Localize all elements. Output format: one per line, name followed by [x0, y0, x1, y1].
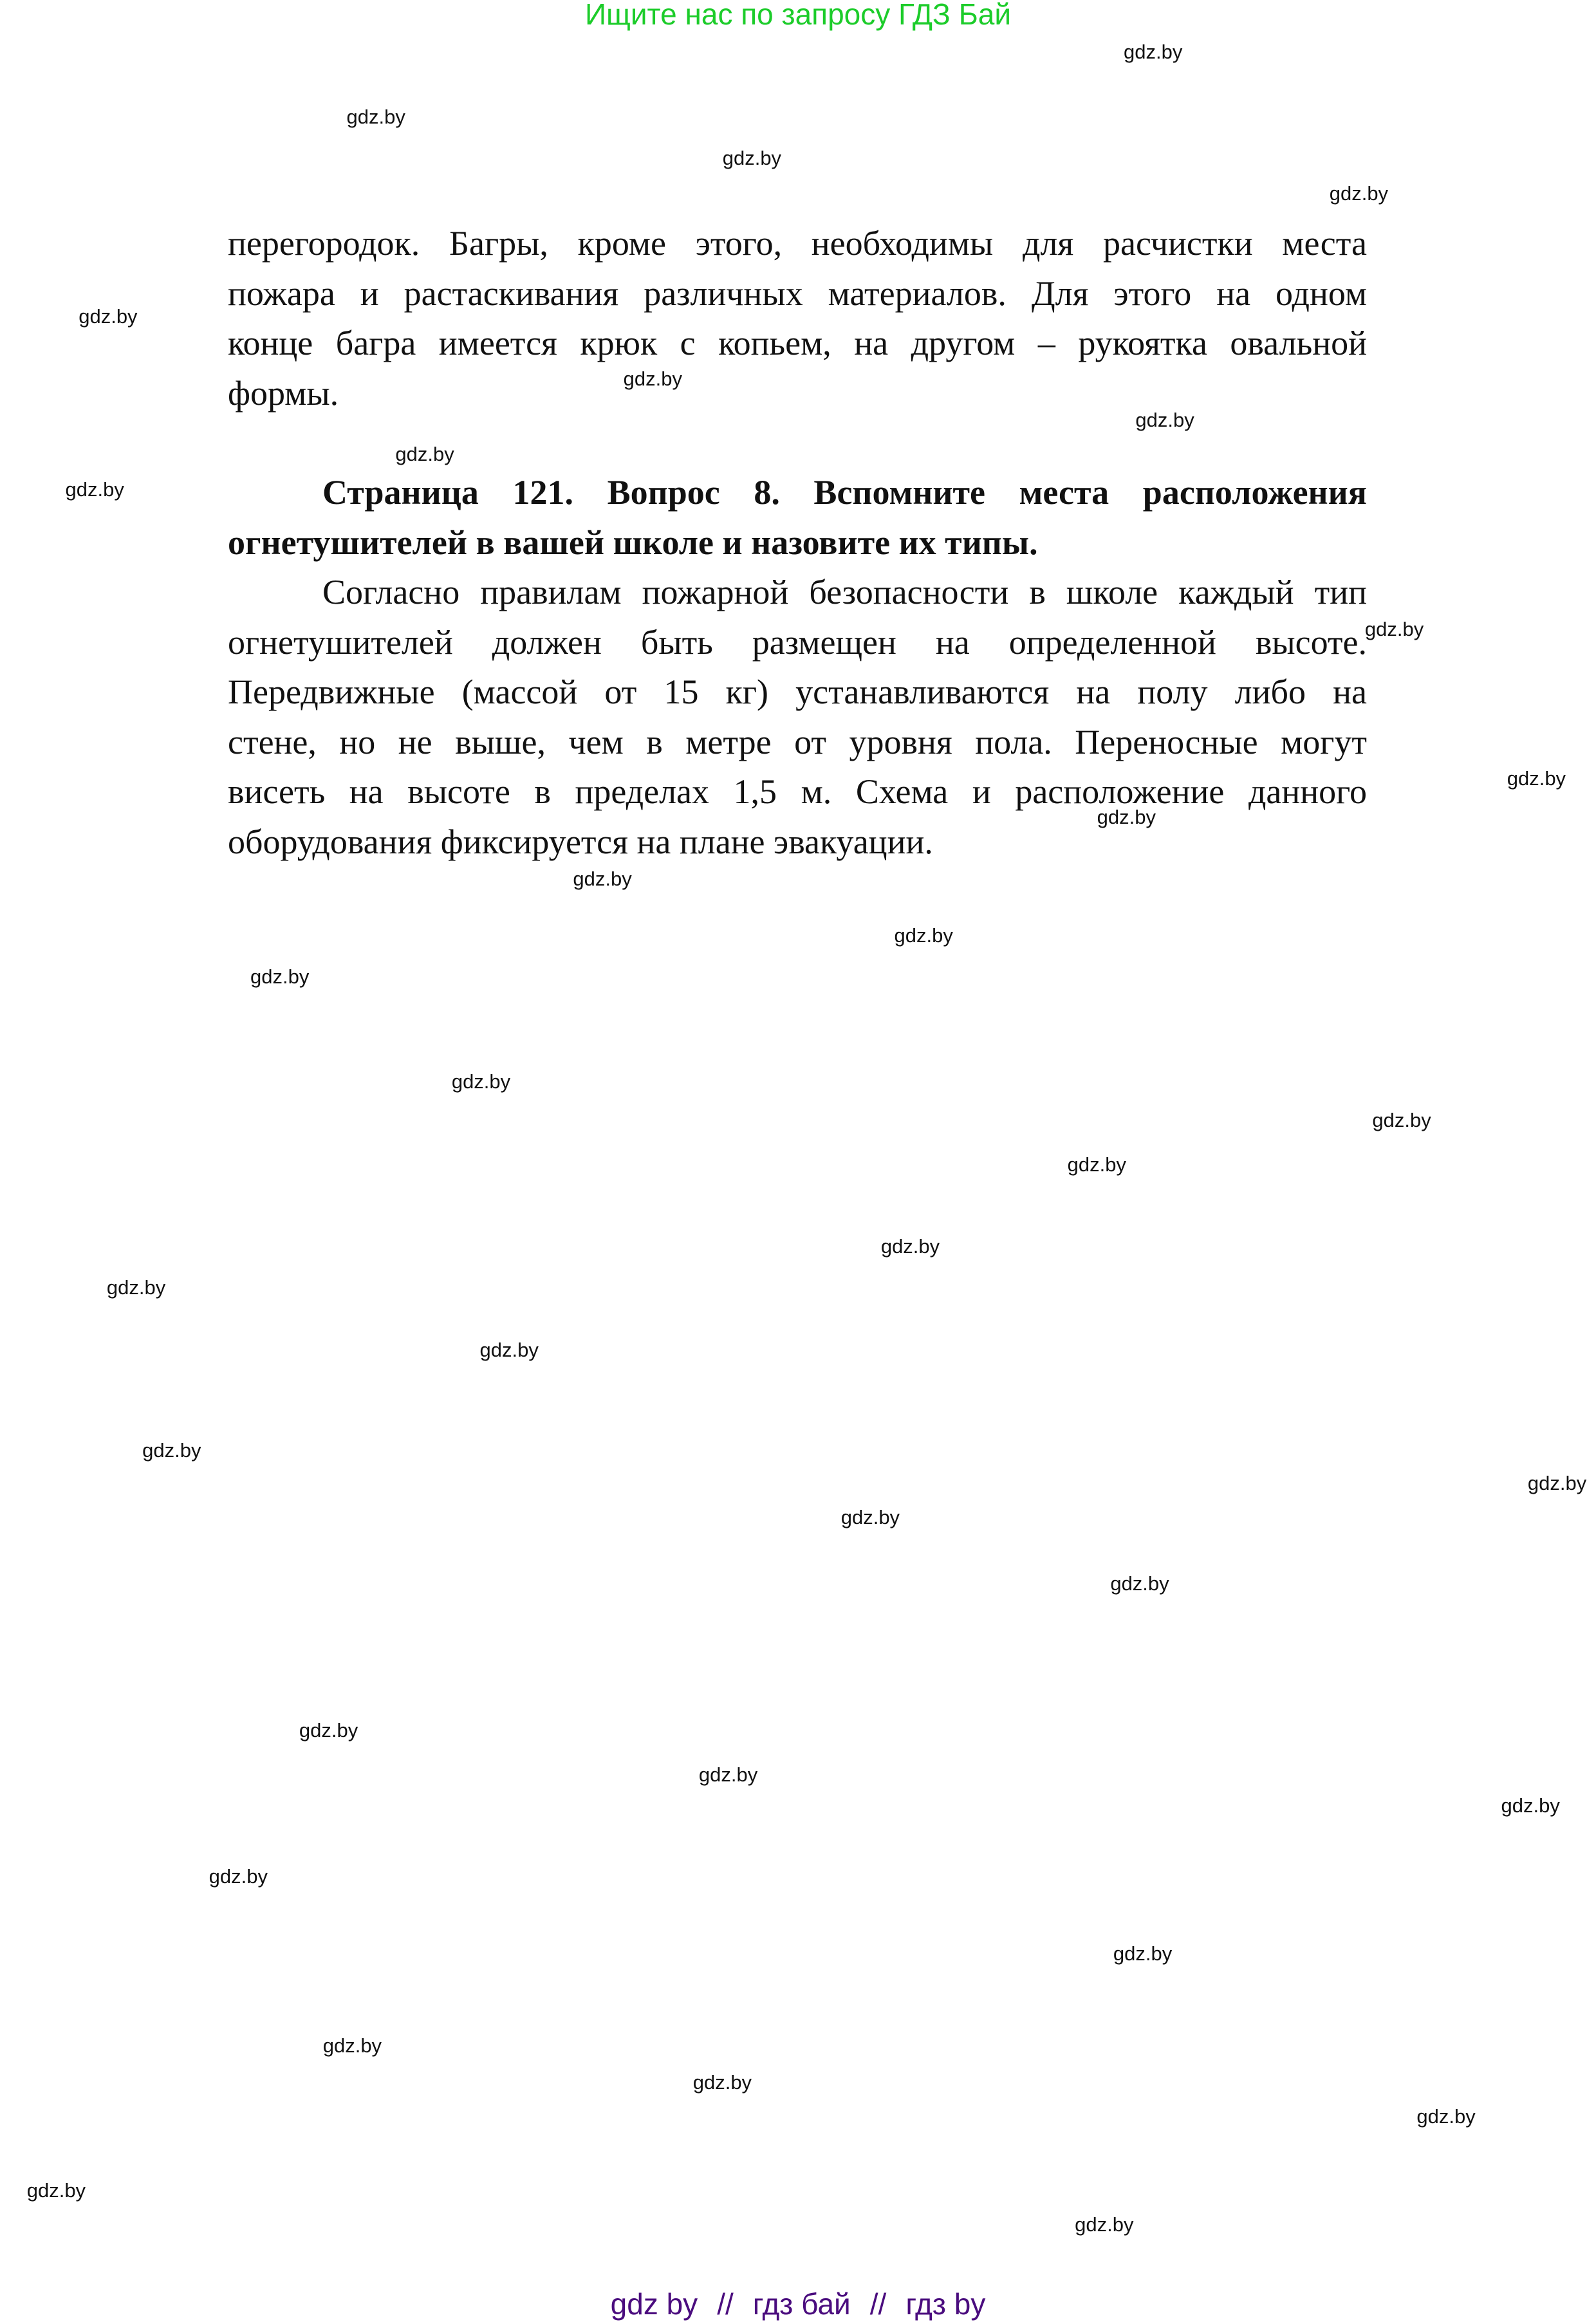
separator: //: [869, 2287, 887, 2321]
watermark: gdz.by: [395, 443, 454, 466]
text-line: пожара и растаскивания различных материалов. Для этого на одном: [228, 274, 1367, 313]
footer-link[interactable]: гдз by: [905, 2287, 986, 2321]
text-line: перегородок. Багры, кроме этого, необходимы для расчистки места: [228, 224, 1367, 263]
watermark: gdz.by: [322, 2034, 382, 2057]
text-line: огнетушителей в вашей школе и назовите их типы.: [228, 523, 1038, 562]
watermark: gdz.by: [573, 868, 632, 891]
paragraph-continued: [228, 219, 1367, 418]
watermark: gdz.by: [142, 1439, 201, 1462]
watermark: gdz.by: [880, 1234, 940, 1258]
text-line: оборудования фиксируется на плане эвакуации.: [228, 822, 933, 861]
watermark: gdz.by: [1113, 1942, 1173, 1965]
watermark: gdz.by: [623, 367, 682, 390]
watermark: gdz.by: [1075, 2213, 1134, 2236]
footer-link[interactable]: гдз бай: [752, 2287, 851, 2321]
watermark: gdz.by: [479, 1338, 539, 1361]
watermark: gdz.by: [1135, 409, 1194, 432]
watermark: gdz.by: [1372, 1109, 1431, 1132]
watermark: gdz.by: [451, 1070, 511, 1093]
watermark: gdz.by: [894, 924, 953, 947]
watermark: gdz.by: [1507, 766, 1566, 790]
watermark: gdz.by: [1124, 40, 1183, 63]
watermark: gdz.by: [698, 1763, 758, 1786]
footer-links: [0, 2286, 1596, 2322]
watermark: gdz.by: [840, 1505, 900, 1528]
search-banner: Ищите нас по запросу ГДЗ Бай: [584, 0, 1012, 31]
watermark: gdz.by: [1110, 1572, 1169, 1595]
question-heading: [228, 468, 1367, 568]
watermark: gdz.by: [1364, 617, 1424, 640]
watermark: gdz.by: [692, 2071, 752, 2094]
text-line: висеть на высоте в пределах 1,5 м. Схема и расположение данного: [228, 772, 1367, 811]
separator: //: [717, 2287, 734, 2321]
watermark: gdz.by: [1416, 2105, 1476, 2128]
text-line: Страница 121. Вопрос 8. Вспомните места расположения: [322, 473, 1367, 512]
watermark: gdz.by: [1329, 182, 1389, 205]
text-line: формы.: [228, 373, 339, 413]
footer-link[interactable]: gdz by: [610, 2287, 698, 2321]
watermark: gdz.by: [79, 305, 138, 328]
watermark: gdz.by: [1501, 1794, 1560, 1817]
text-line: стене, но не выше, чем в метре от уровня пола. Переносные могут: [228, 722, 1367, 761]
document-body: [228, 219, 1367, 867]
text-line: Согласно правилам пожарной безопасности в школе каждый тип: [322, 573, 1367, 611]
text-line: конце багра имеется крюк с копьем, на другом – рукоятка овальной: [228, 324, 1367, 362]
text-line: Передвижные (массой от 15 кг) устанавливаются на полу либо на: [228, 673, 1367, 711]
answer-paragraph: [228, 568, 1367, 867]
watermark: gdz.by: [346, 105, 405, 128]
watermark: gdz.by: [209, 1865, 268, 1888]
watermark: gdz.by: [1527, 1471, 1587, 1494]
watermark: gdz.by: [26, 2179, 86, 2202]
watermark: gdz.by: [250, 965, 310, 988]
watermark: gdz.by: [299, 1718, 358, 1742]
text-line: огнетушителей должен быть размещен на определенной высоте.: [228, 622, 1367, 662]
watermark: gdz.by: [1097, 805, 1156, 828]
watermark: gdz.by: [106, 1276, 166, 1299]
watermark: gdz.by: [1067, 1153, 1126, 1176]
watermark: gdz.by: [722, 147, 782, 170]
watermark: gdz.by: [65, 478, 124, 501]
